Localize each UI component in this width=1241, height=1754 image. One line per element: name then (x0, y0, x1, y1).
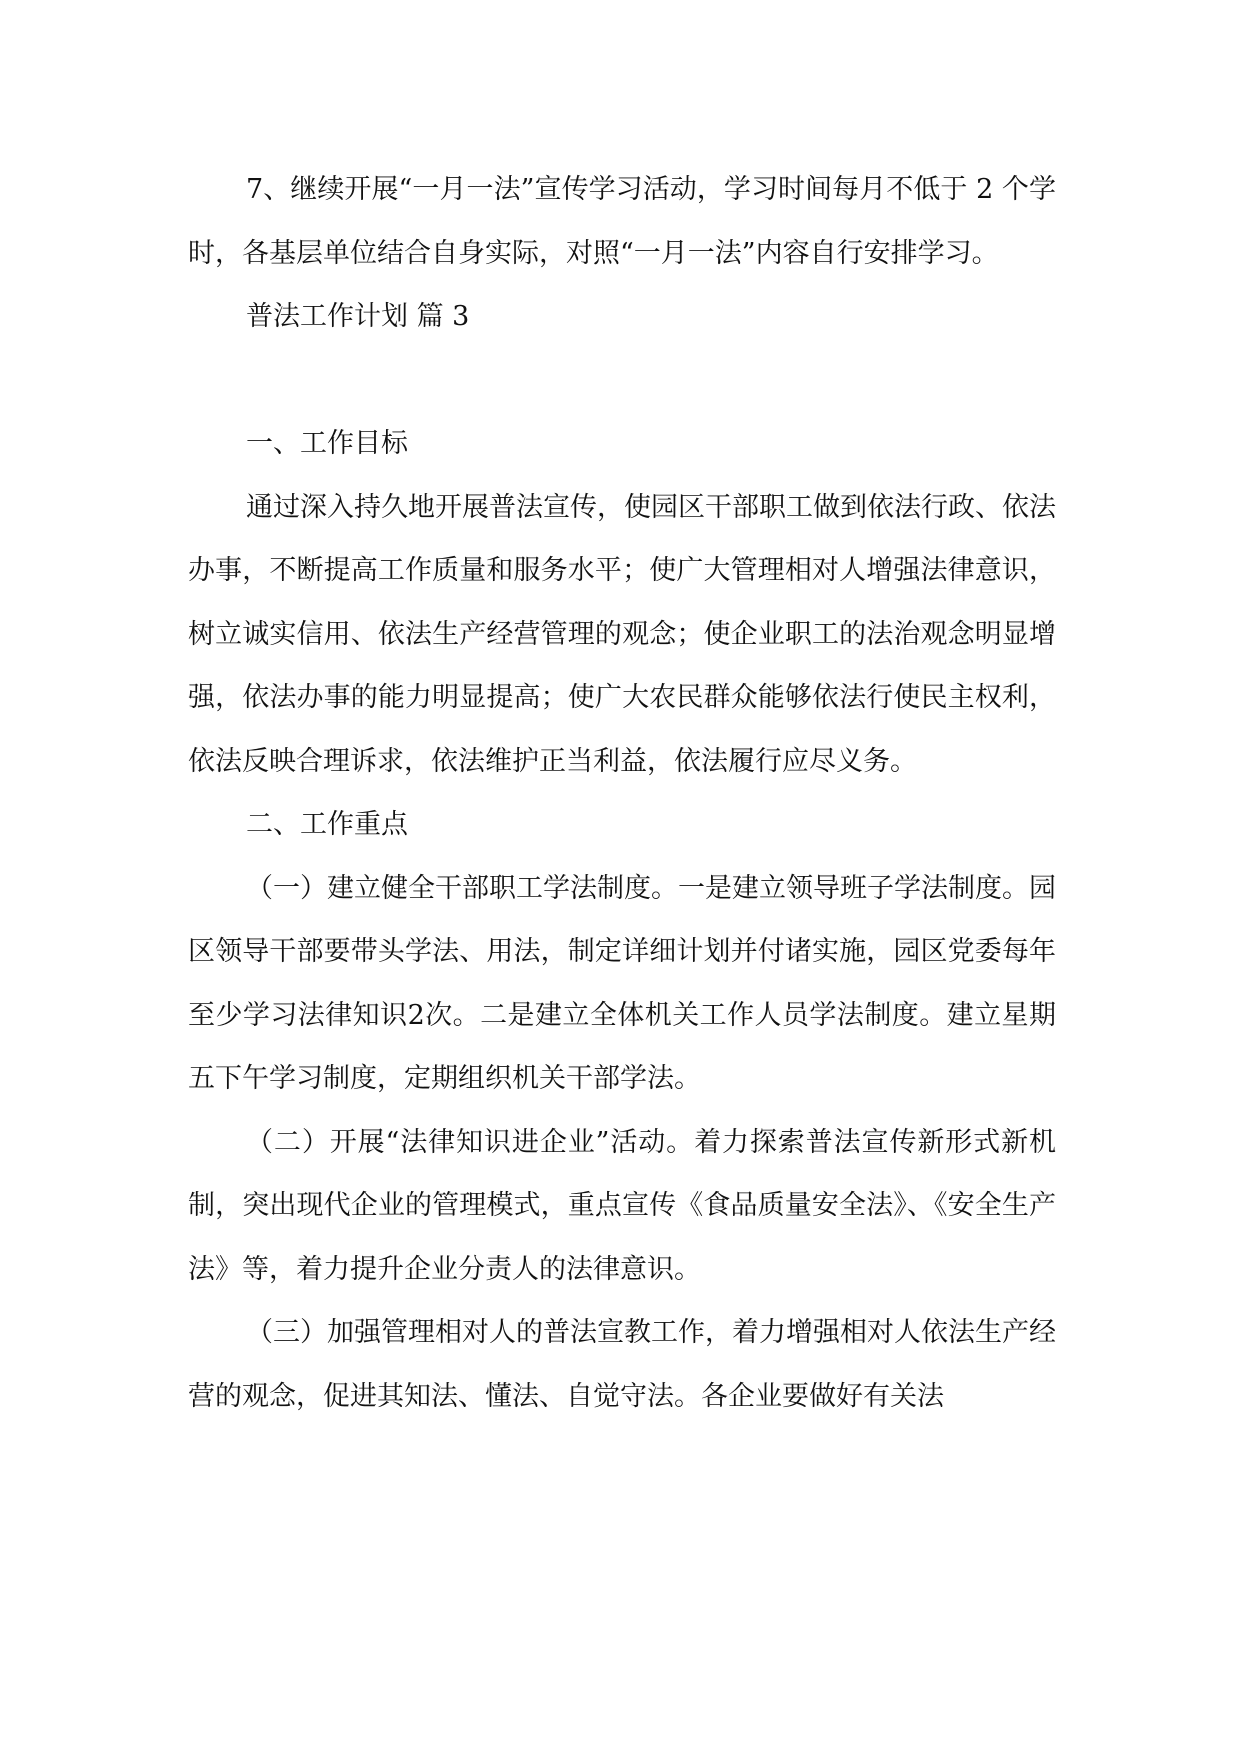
heading-work-focus: 二、工作重点 (246, 809, 408, 840)
paragraph-item-7: 7、继续开展“一月一法”宣传学习活动，学习时间每月不低于 2 个学时，各基层单位结合自身实际，对照“一月一法”内容自行安排学习。 (188, 174, 1056, 269)
section-title-plan-3: 普法工作计划 篇 3 (246, 301, 470, 332)
paragraph-work-goals: 通过深入持久地开展普法宣传，使园区干部职工做到依法行政、依法办事，不断提高工作质量和服务水平；使广大管理相对人增强法律意识，树立诚实信用、依法生产经营管理的观念；使企业职工的法治观念明显增强，依法办事的能力明显提高；使广大农民群众能够依法行使民主权利，依法反映合理诉求，依法维护正当利益，依法履行应尽义务。 (188, 491, 1056, 777)
paragraph-focus-3: （三）加强管理相对人的普法宣教工作，着力增强相对人依法生产经营的观念，促进其知法、懂法、自觉守法。各企业要做好有关法 (188, 1317, 1056, 1412)
document-body (188, 158, 1056, 1428)
blank-line (188, 349, 1056, 413)
paragraph-focus-2: （二）开展“法律知识进企业”活动。着力探索普法宣传新形式新机制，突出现代企业的管理模式，重点宣传《食品质量安全法》、《安全生产法》等，着力提升企业分责人的法律意识。 (188, 1126, 1056, 1285)
heading-work-goals: 一、工作目标 (246, 428, 408, 459)
paragraph-focus-1: （一）建立健全干部职工学法制度。一是建立领导班子学法制度。园区领导干部要带头学法、用法，制定详细计划并付诸实施，园区党委每年至少学习法律知识2次。二是建立全体机关工作人员学法制度。建立星期五下午学习制度，定期组织机关干部学法。 (188, 872, 1056, 1094)
